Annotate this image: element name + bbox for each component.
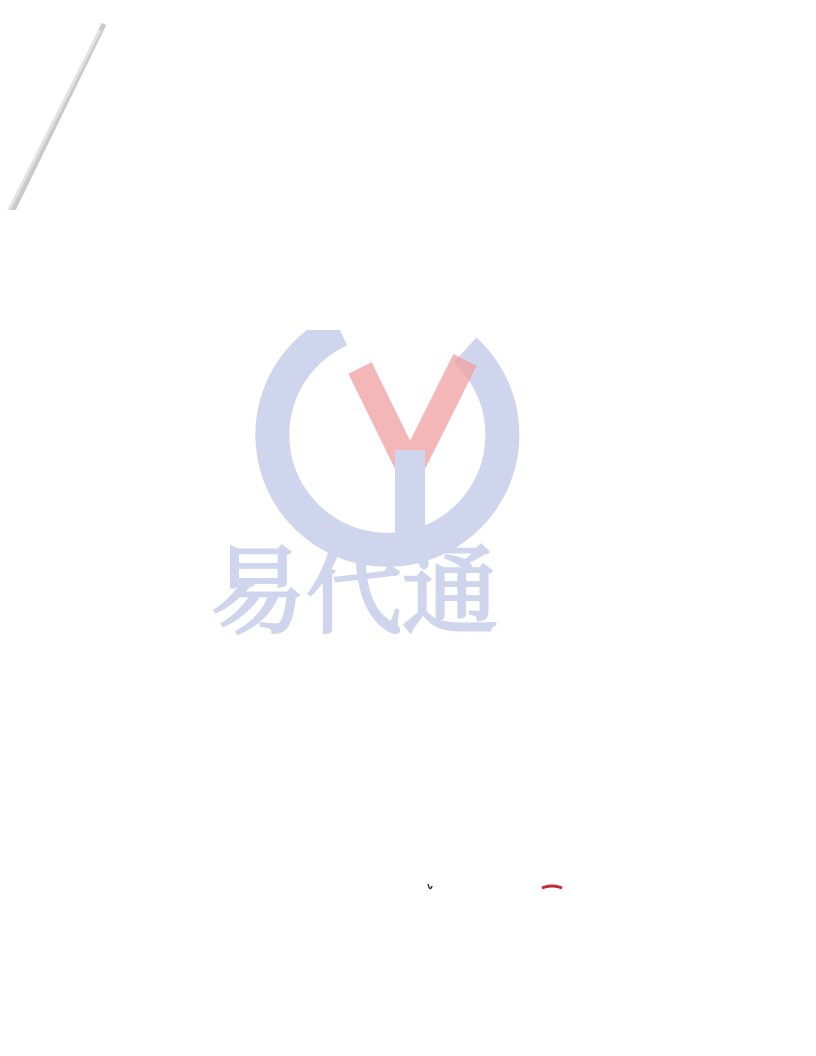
- watermark-logo: [210, 330, 630, 690]
- scan-streak: [0, 20, 120, 210]
- svg-text:易代通: 易代通: [210, 536, 498, 648]
- scan-mark: [424, 882, 564, 896]
